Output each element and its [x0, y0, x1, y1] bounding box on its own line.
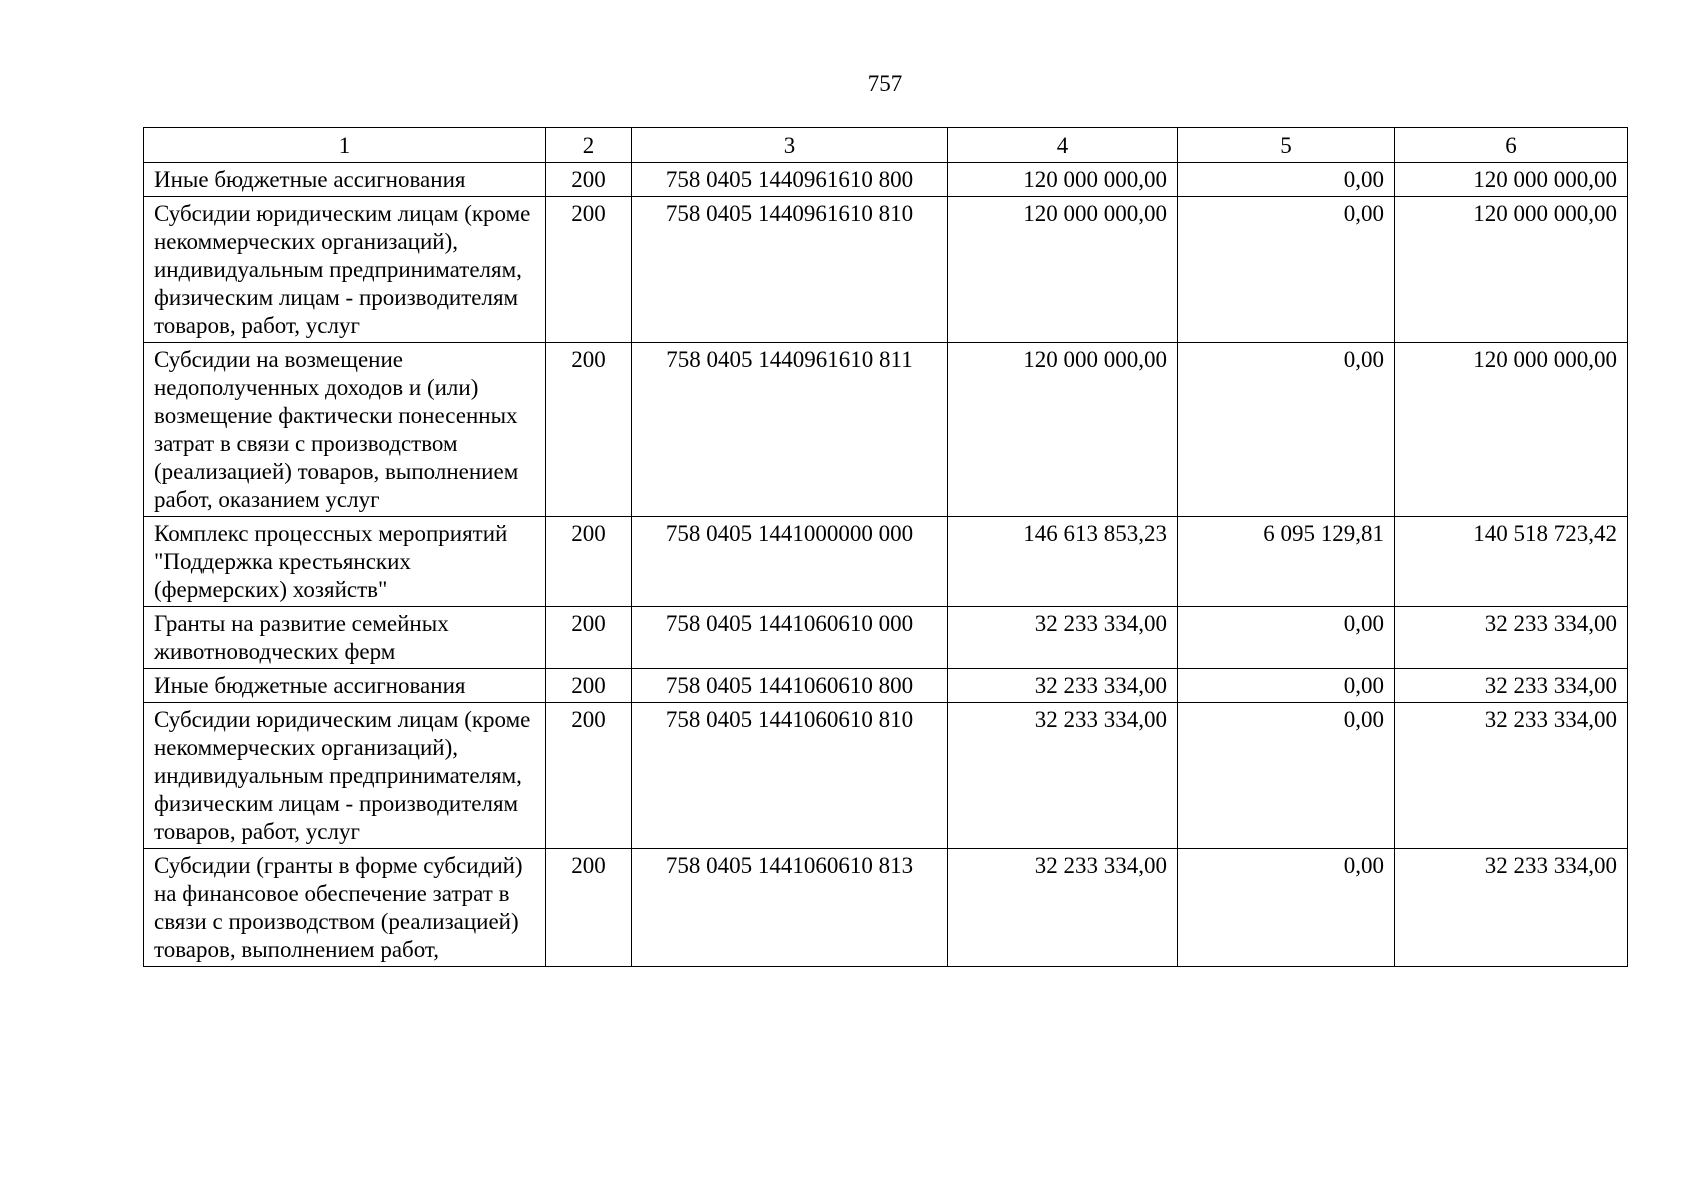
row-admin-code: 200	[546, 163, 632, 197]
header-row	[144, 128, 1628, 163]
row-value-4: 120 000 000,00	[948, 343, 1178, 517]
row-value-5: 0,00	[1178, 669, 1395, 703]
row-name: Субсидии юридическим лицам (кроме некоммерческих организаций), индивидуальным предпринимателям, физическим лицам - производителям товаров, работ, услуг	[144, 703, 546, 849]
row-classification-code: 758 0405 1440961610 810	[632, 197, 948, 343]
row-name: Субсидии на возмещение недополученных доходов и (или) возмещение фактически понесенных затрат в связи с производством (реализацией) товаров, выполнением работ, оказанием услуг	[144, 343, 546, 517]
table-row	[144, 343, 1628, 517]
table-row	[144, 669, 1628, 703]
row-classification-code: 758 0405 1441060610 813	[632, 849, 948, 967]
row-admin-code: 200	[546, 849, 632, 967]
row-classification-code: 758 0405 1440961610 800	[632, 163, 948, 197]
row-value-6: 32 233 334,00	[1395, 849, 1628, 967]
row-value-5: 0,00	[1178, 703, 1395, 849]
row-value-4: 32 233 334,00	[948, 849, 1178, 967]
budget-table	[143, 127, 1628, 967]
page-number: 757	[867, 71, 903, 96]
row-value-5: 0,00	[1178, 607, 1395, 669]
column-header-4: 4	[948, 128, 1178, 163]
row-name: Иные бюджетные ассигнования	[144, 669, 546, 703]
row-classification-code: 758 0405 1441060610 810	[632, 703, 948, 849]
row-name: Субсидии (гранты в форме субсидий) на финансовое обеспечение затрат в связи с производством (реализацией) товаров, выполнением работ,	[144, 849, 546, 967]
table-row	[144, 517, 1628, 607]
table-header	[144, 128, 1628, 163]
row-classification-code: 758 0405 1441060610 800	[632, 669, 948, 703]
row-value-4: 32 233 334,00	[948, 669, 1178, 703]
row-value-6: 32 233 334,00	[1395, 703, 1628, 849]
table-row	[144, 703, 1628, 849]
row-value-6: 140 518 723,42	[1395, 517, 1628, 607]
table-row	[144, 197, 1628, 343]
column-header-6: 6	[1395, 128, 1628, 163]
row-value-5: 6 095 129,81	[1178, 517, 1395, 607]
row-value-4: 146 613 853,23	[948, 517, 1178, 607]
row-value-5: 0,00	[1178, 197, 1395, 343]
row-admin-code: 200	[546, 669, 632, 703]
row-name: Субсидии юридическим лицам (кроме некоммерческих организаций), индивидуальным предпринимателям, физическим лицам - производителям товаров, работ, услуг	[144, 197, 546, 343]
row-value-6: 32 233 334,00	[1395, 607, 1628, 669]
row-value-4: 120 000 000,00	[948, 197, 1178, 343]
column-header-2: 2	[546, 128, 632, 163]
row-admin-code: 200	[546, 703, 632, 849]
column-header-3: 3	[632, 128, 948, 163]
row-value-6: 120 000 000,00	[1395, 343, 1628, 517]
row-admin-code: 200	[546, 343, 632, 517]
row-name: Иные бюджетные ассигнования	[144, 163, 546, 197]
table-row	[144, 607, 1628, 669]
table-body	[144, 163, 1628, 967]
row-admin-code: 200	[546, 607, 632, 669]
column-header-5: 5	[1178, 128, 1395, 163]
row-value-4: 32 233 334,00	[948, 703, 1178, 849]
row-name: Гранты на развитие семейных животноводческих ферм	[144, 607, 546, 669]
row-admin-code: 200	[546, 517, 632, 607]
table-row	[144, 849, 1628, 967]
row-value-4: 32 233 334,00	[948, 607, 1178, 669]
row-classification-code: 758 0405 1441000000 000	[632, 517, 948, 607]
row-classification-code: 758 0405 1440961610 811	[632, 343, 948, 517]
row-value-4: 120 000 000,00	[948, 163, 1178, 197]
row-classification-code: 758 0405 1441060610 000	[632, 607, 948, 669]
row-value-5: 0,00	[1178, 849, 1395, 967]
row-value-5: 0,00	[1178, 163, 1395, 197]
row-value-5: 0,00	[1178, 343, 1395, 517]
row-value-6: 120 000 000,00	[1395, 163, 1628, 197]
row-admin-code: 200	[546, 197, 632, 343]
column-header-1: 1	[144, 128, 546, 163]
row-value-6: 32 233 334,00	[1395, 669, 1628, 703]
row-value-6: 120 000 000,00	[1395, 197, 1628, 343]
row-name: Комплекс процессных мероприятий "Поддержка крестьянских (фермерских) хозяйств"	[144, 517, 546, 607]
table-row	[144, 163, 1628, 197]
